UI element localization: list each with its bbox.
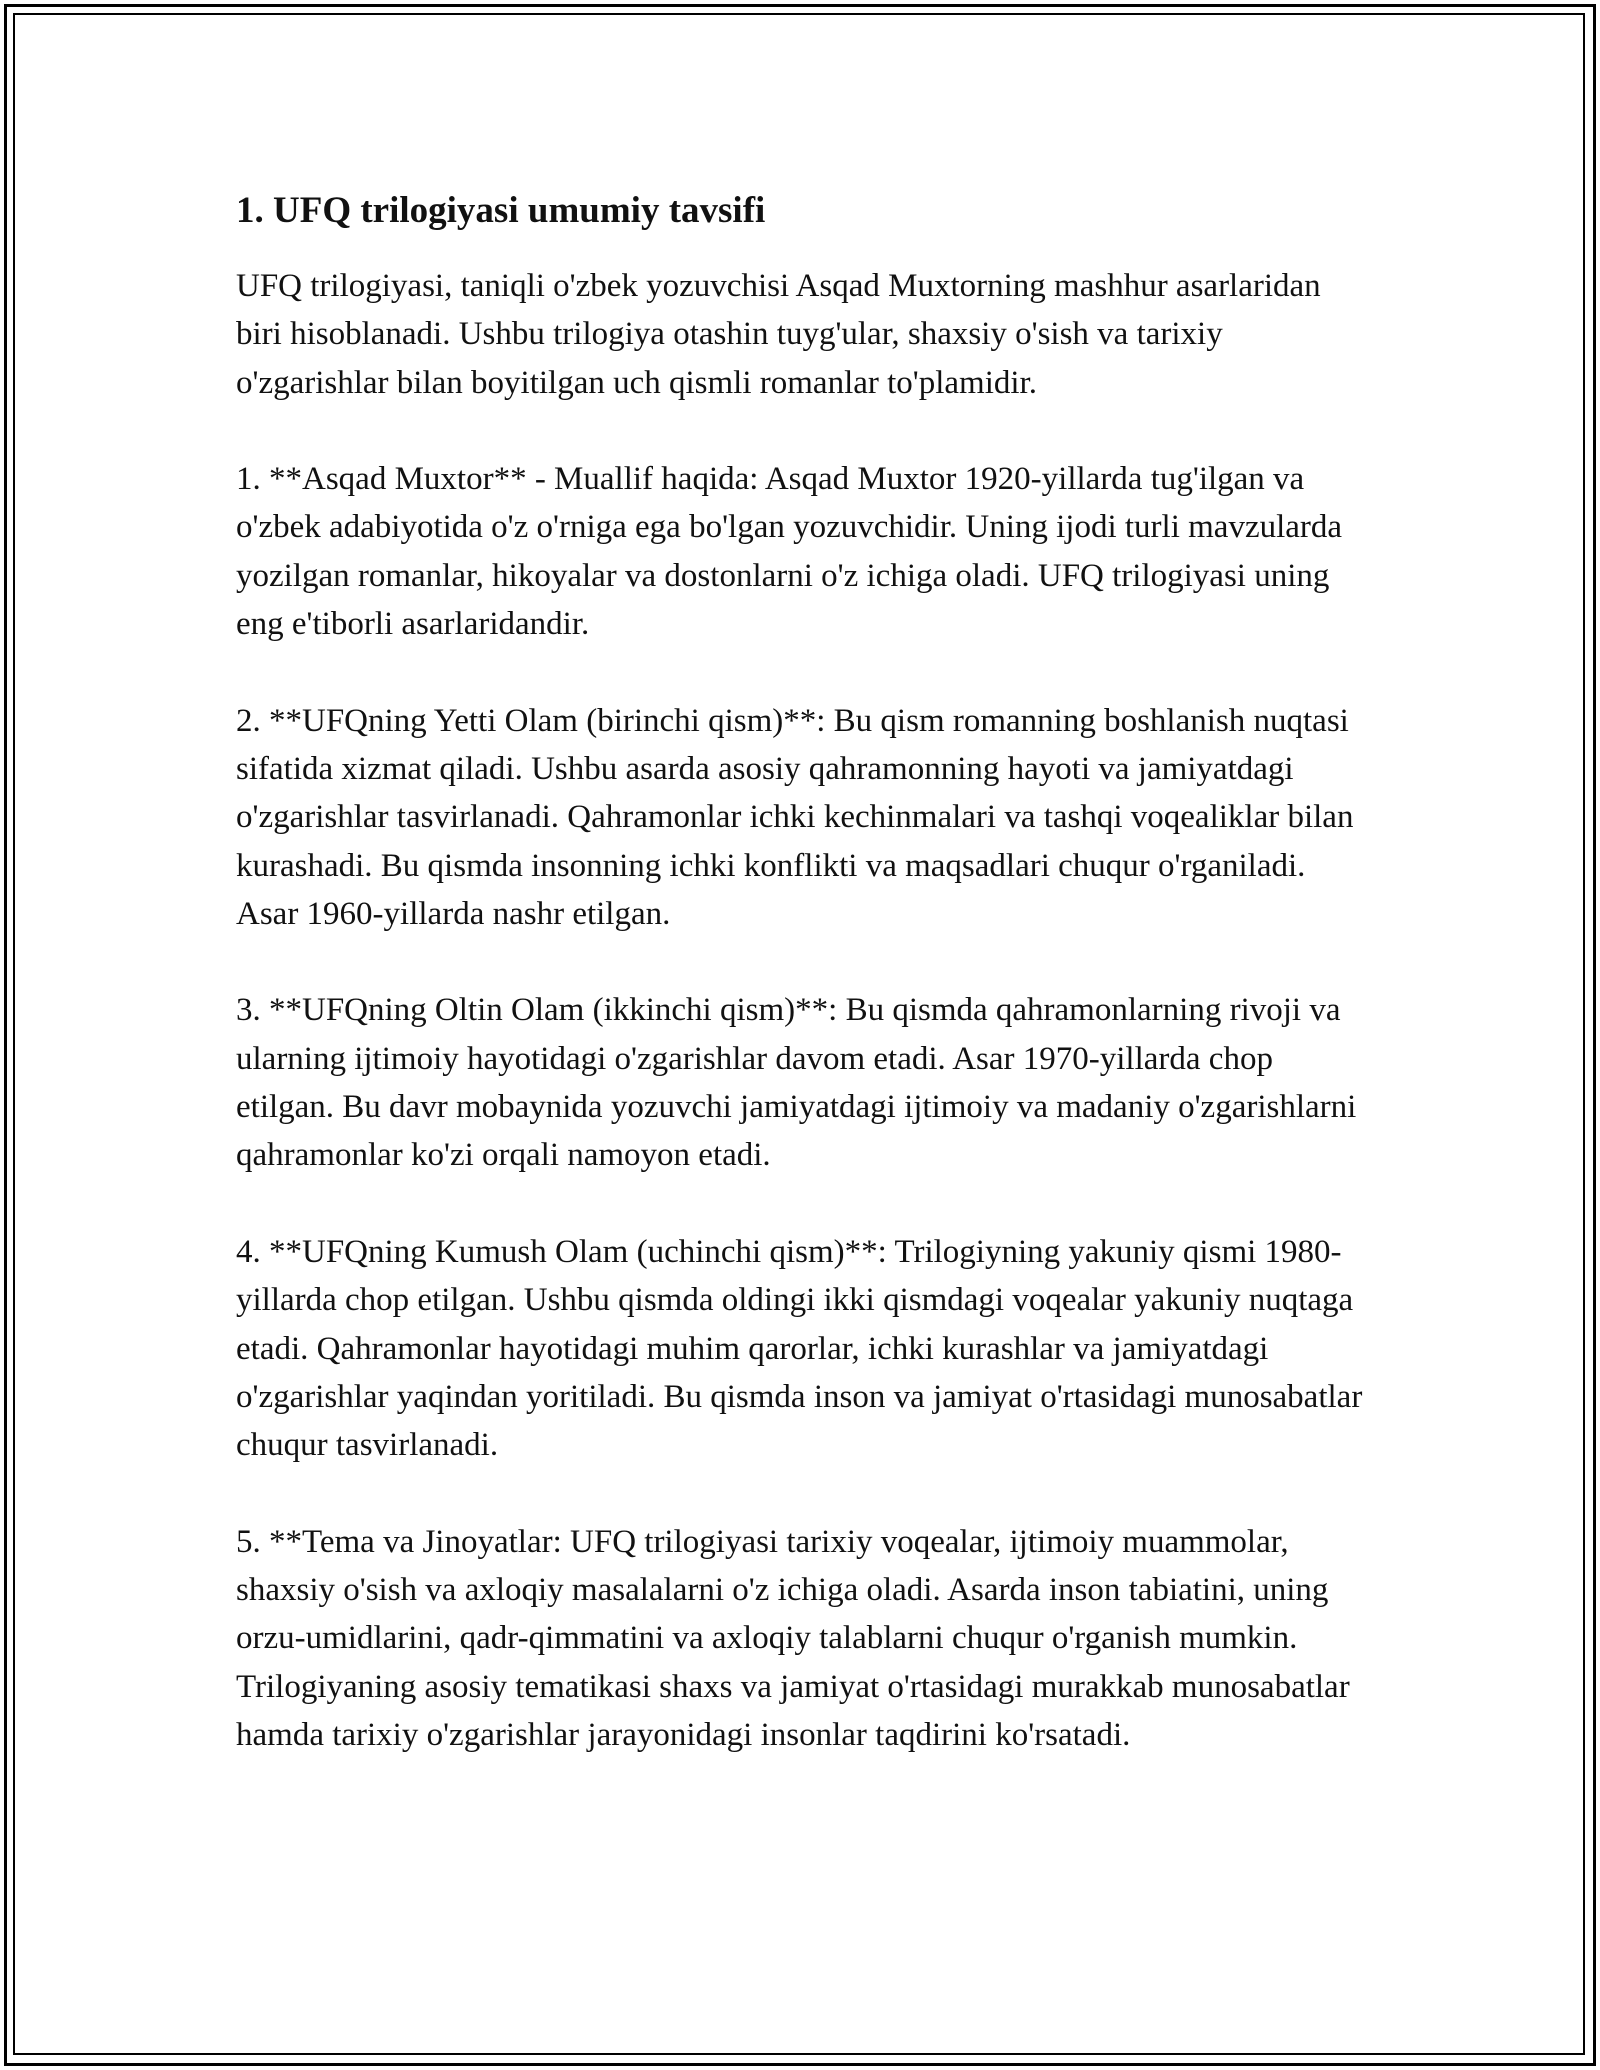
paragraph-part-two: 3. **UFQning Oltin Olam (ikkinchi qism)**: Bu qismda qahramonlarning rivoji va ularning ijtimoiy hayotidagi o'zgarishlar davom etadi. Asar 1970-yillarda chop etilgan. Bu davr mobaynida yozuvchi jamiyatdagi ijtimoiy va madaniy o'zgarishlarni qahramonlar ko'zi orqali namoyon etadi. — [236, 992, 1357, 1174]
section-heading: 1. UFQ trilogiyasi umumiy tavsifi — [236, 190, 766, 231]
document-body — [236, 186, 1366, 1808]
paragraph-author: 1. **Asqad Muxtor** - Muallif haqida: Asqad Muxtor 1920-yillarda tug'ilgan va o'zbek adabiyotida o'z o'rniga ega bo'lgan yozuvchidir. Uning ijodi turli mavzularda yozilgan romanlar, hikoyalar va dostonlarni o'z ichiga oladi. UFQ trilogiyasi uning eng e'tiborli asarlaridandir. — [236, 461, 1343, 643]
paragraph-themes: 5. **Tema va Jinoyatlar: UFQ trilogiyasi tarixiy voqealar, ijtimoiy muammolar, shaxsiy o'sish va axloqiy masalalarni o'z ichiga oladi. Asarda inson tabiatini, uning orzu-umidlarini, qadr-qimmatini va axloqiy talablarni chuqur o'rganish mumkin. Trilogiyaning asosiy tematikasi shaxs va jamiyat o'rtasidagi murakkab munosabatlar hamda tarixiy o'zgarishlar jarayonidagi insonlar taqdirini ko'rsatadi. — [236, 1523, 1350, 1753]
paragraph-part-one: 2. **UFQning Yetti Olam (birinchi qism)**: Bu qism romanning boshlanish nuqtasi sifatida xizmat qiladi. Ushbu asarda asosiy qahramonning hayoti va jamiyatdagi o'zgarishlar tasvirlanadi. Qahramonlar ichki kechinmalari va tashqi voqealiklar bilan kurashadi. Bu qismda insonning ichki konflikti va maqsadlari chuqur o'rganiladi. Asar 1960-yillarda nashr etilgan. — [236, 702, 1354, 932]
paragraph-part-three: 4. **UFQning Kumush Olam (uchinchi qism)**: Trilogiyning yakuniy qismi 1980-yillarda chop etilgan. Ushbu qismda oldingi ikki qismdagi voqealar yakuniy nuqtaga etadi. Qahramonlar hayotidagi muhim qarorlar, ichki kurashlar va jamiyatdagi o'zgarishlar yaqindan yoritiladi. Bu qismda inson va jamiyat o'rtasidagi munosabatlar chuqur tasvirlanadi. — [236, 1233, 1363, 1464]
intro-paragraph: UFQ trilogiyasi, taniqli o'zbek yozuvchisi Asqad Muxtorning mashhur asarlaridan biri hisoblanadi. Ushbu trilogiya otashin tuyg'ular, shaxsiy o'sish va tarixiy o'zgarishlar bilan boyitilgan uch qismli romanlar to'plamidir. — [236, 268, 1321, 401]
